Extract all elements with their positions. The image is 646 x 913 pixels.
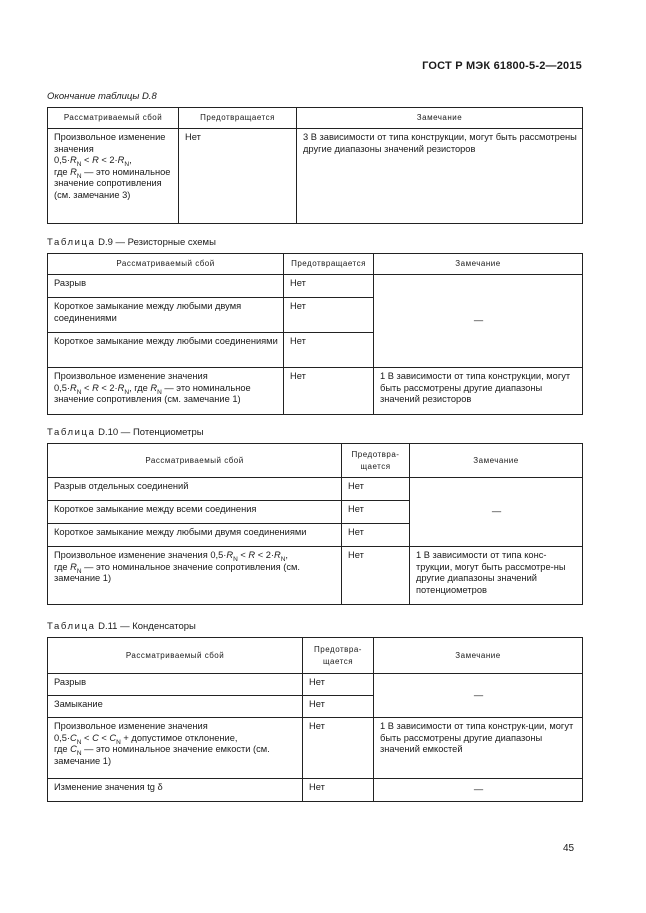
fault-cell: Произвольное изменение значения $0,5\cdot R_N < R < 2\cdot R_N$, где $R_N$ — это номинальное значение сопротивления (см. замечание 1) <box>48 368 284 415</box>
note-cell: — <box>374 779 583 802</box>
prevented-cell: Нет <box>303 696 374 718</box>
fault-cell: Короткое замыкание между всеми соединения <box>48 501 342 524</box>
prevented-cell: Нет <box>342 547 410 605</box>
table-d9 <box>47 253 583 415</box>
prevented-cell: Нет <box>284 298 374 333</box>
fault-cell: Замыкание <box>48 696 303 718</box>
prevented-cell: Нет <box>303 674 374 696</box>
table-row <box>48 779 583 802</box>
table-row <box>48 674 583 696</box>
col-header-prevented: Предотвра-щается <box>342 444 410 478</box>
prevented-cell: Нет <box>303 779 374 802</box>
col-header-fault: Рассматриваемый сбой <box>48 444 342 478</box>
prevented-cell: Нет <box>303 718 374 779</box>
note-cell: — <box>374 275 583 368</box>
table-d9-caption: Таблица D.9 — Резисторные схемы <box>47 237 216 248</box>
fault-cell: Произвольное изменение значения $0,5\cdot C_N < C < C_N$ + допустимое отклонение, где $C_N$ — это номинальное значение емкости (см. замечание 1) <box>48 718 303 779</box>
table-row <box>48 478 583 501</box>
fault-cell: Произвольное изменение значения $0,5\cdot R_N < R < 2\cdot R_N$, где $R_N$ — это номинальное значение сопротивления (см. замечание 1) <box>48 547 342 605</box>
col-header-prevented: Предотвращается <box>284 254 374 275</box>
prevented-cell: Нет <box>284 333 374 368</box>
table-row <box>48 718 583 779</box>
table-row <box>48 275 583 298</box>
fault-cell: Произвольное изменение значения $0,5\cdot R_N < R < 2\cdot R_N$, где $R_N$ — это номинальное значение сопротивления (см. замечание 3) <box>48 129 179 224</box>
fault-cell: Изменение значения tg δ <box>48 779 303 802</box>
document-header: ГОСТ Р МЭК 61800-5-2—2015 <box>422 60 582 72</box>
col-header-note: Замечание <box>374 638 583 674</box>
prevented-cell: Нет <box>179 129 297 224</box>
table-d10-caption: Таблица D.10 — Потенциометры <box>47 427 204 438</box>
note-cell: 1 В зависимости от типа конс-трукции, могут быть рассмотре-ны другие диапазоны значений потенциометров <box>410 547 583 605</box>
table-row <box>48 368 583 415</box>
fault-cell: Короткое замыкание между любыми двумя соединениями <box>48 524 342 547</box>
note-cell: — <box>410 478 583 547</box>
table-d11 <box>47 637 583 802</box>
table-row <box>48 547 583 605</box>
prevented-cell: Нет <box>342 501 410 524</box>
note-cell: 1 В зависимости от типа конструкции, могут быть рассмотрены другие диапазоны значений резисторов <box>374 368 583 415</box>
fault-cell: Разрыв <box>48 275 284 298</box>
table-d10 <box>47 443 583 605</box>
col-header-note: Замечание <box>410 444 583 478</box>
note-cell: — <box>374 674 583 718</box>
fault-cell: Разрыв <box>48 674 303 696</box>
fault-cell: Разрыв отдельных соединений <box>48 478 342 501</box>
col-header-note: Замечание <box>297 108 583 129</box>
prevented-cell: Нет <box>342 478 410 501</box>
page-number: 45 <box>563 843 575 854</box>
table-d11-caption: Таблица D.11 — Конденсаторы <box>47 621 196 632</box>
col-header-prevented: Предотвра-щается <box>303 638 374 674</box>
prevented-cell: Нет <box>284 368 374 415</box>
table-d8-caption: Окончание таблицы D.8 <box>47 91 157 102</box>
col-header-fault: Рассматриваемый сбой <box>48 254 284 275</box>
col-header-fault: Рассматриваемый сбой <box>48 638 303 674</box>
col-header-fault: Рассматриваемый сбой <box>48 108 179 129</box>
prevented-cell: Нет <box>342 524 410 547</box>
col-header-note: Замечание <box>374 254 583 275</box>
fault-cell: Короткое замыкание между любыми двумя соединениями <box>48 298 284 333</box>
table-row <box>48 129 583 224</box>
fault-cell: Короткое замыкание между любыми соединениями <box>48 333 284 368</box>
col-header-prevented: Предотвращается <box>179 108 297 129</box>
note-cell: 3 В зависимости от типа конструкции, могут быть рассмотрены другие диапазоны значений резисторов <box>297 129 583 224</box>
prevented-cell: Нет <box>284 275 374 298</box>
note-cell: 1 В зависимости от типа конструк-ции, могут быть рассмотрены другие диапазоны значений емкостей <box>374 718 583 779</box>
table-d8 <box>47 107 583 224</box>
